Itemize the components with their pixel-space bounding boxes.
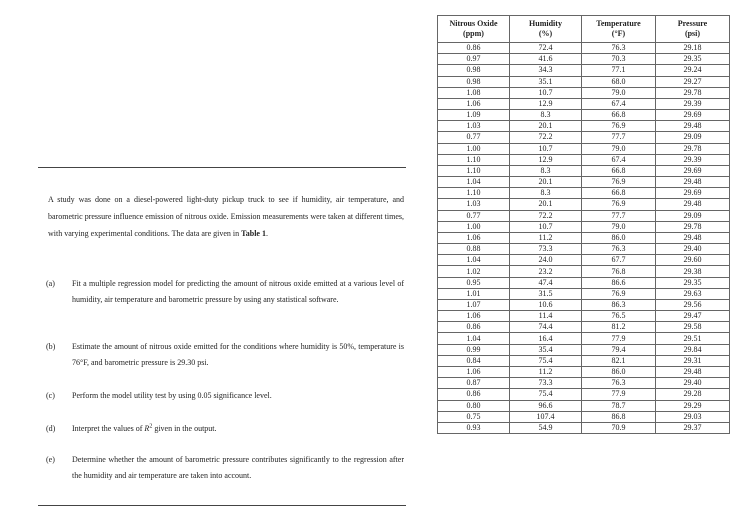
nitrous-oxide-cell: 1.02: [438, 266, 510, 277]
humidity-cell: 31.5: [510, 288, 582, 299]
table-row: [438, 76, 730, 87]
pressure-cell: 29.48: [656, 232, 730, 243]
table-row: [438, 244, 730, 255]
pressure-cell: 29.78: [656, 143, 730, 154]
pressure-cell: 29.40: [656, 378, 730, 389]
humidity-cell: 54.9: [510, 422, 582, 433]
temperature-cell: 77.1: [582, 65, 656, 76]
nitrous-oxide-cell: 1.08: [438, 87, 510, 98]
pressure-cell: 29.47: [656, 311, 730, 322]
humidity-cell: 75.4: [510, 389, 582, 400]
humidity-cell: 10.7: [510, 221, 582, 232]
temperature-cell: 68.0: [582, 76, 656, 87]
temperature-cell: 77.9: [582, 333, 656, 344]
humidity-cell: 35.1: [510, 76, 582, 87]
question-e: [46, 452, 404, 484]
nitrous-oxide-cell: 1.00: [438, 221, 510, 232]
nitrous-oxide-cell: 1.10: [438, 188, 510, 199]
nitrous-oxide-cell: 1.04: [438, 255, 510, 266]
question-label: (c): [46, 391, 55, 400]
temperature-cell: 79.4: [582, 344, 656, 355]
pressure-cell: 29.18: [656, 43, 730, 54]
question-d: [46, 421, 404, 437]
nitrous-oxide-cell: 1.06: [438, 311, 510, 322]
temperature-cell: 76.9: [582, 177, 656, 188]
question-text: Perform the model utility test by using 0.05 significance level.: [72, 391, 272, 400]
table-reference: Table 1: [241, 229, 266, 238]
table-row: [438, 121, 730, 132]
temperature-cell: 70.3: [582, 54, 656, 65]
question-text: Interpret the values of $R^2$ given in the output.: [72, 423, 217, 433]
table-header-row: [438, 16, 730, 43]
nitrous-oxide-cell: 1.04: [438, 333, 510, 344]
humidity-cell: 20.1: [510, 177, 582, 188]
question-c: [46, 388, 404, 404]
temperature-cell: 86.0: [582, 232, 656, 243]
table-row: [438, 232, 730, 243]
temperature-cell: 70.9: [582, 422, 656, 433]
pressure-cell: 29.24: [656, 65, 730, 76]
pressure-cell: 29.37: [656, 422, 730, 433]
temperature-cell: 77.7: [582, 210, 656, 221]
temperature-cell: 77.7: [582, 132, 656, 143]
temperature-cell: 66.8: [582, 165, 656, 176]
pressure-cell: 29.40: [656, 244, 730, 255]
humidity-cell: 73.3: [510, 244, 582, 255]
table-row: [438, 199, 730, 210]
table-row: [438, 110, 730, 121]
pressure-cell: 29.35: [656, 54, 730, 65]
nitrous-oxide-cell: 1.01: [438, 288, 510, 299]
temperature-cell: 67.7: [582, 255, 656, 266]
pressure-cell: 29.28: [656, 389, 730, 400]
table-row: [438, 266, 730, 277]
table-row: [438, 288, 730, 299]
intro-paragraph: A study was done on a diesel-powered light-duty pickup truck to see if humidity, air temperature, and barometric pressure influence emission of nitrous oxide. Emission measurements were taken at different times, with varying experimental conditions. The data are given in Table 1.: [48, 195, 404, 238]
temperature-cell: 66.8: [582, 188, 656, 199]
temperature-cell: 76.9: [582, 288, 656, 299]
temperature-cell: 67.4: [582, 98, 656, 109]
nitrous-oxide-cell: 0.86: [438, 322, 510, 333]
temperature-cell: 78.7: [582, 400, 656, 411]
nitrous-oxide-cell: 1.09: [438, 110, 510, 121]
pressure-cell: 29.39: [656, 154, 730, 165]
humidity-cell: 11.4: [510, 311, 582, 322]
humidity-cell: 11.2: [510, 232, 582, 243]
temperature-cell: 79.0: [582, 221, 656, 232]
table-row: [438, 43, 730, 54]
temperature-cell: 76.3: [582, 244, 656, 255]
table-row: [438, 422, 730, 433]
table-row: [438, 188, 730, 199]
temperature-cell: 67.4: [582, 154, 656, 165]
nitrous-oxide-cell: 0.86: [438, 389, 510, 400]
nitrous-oxide-cell: 0.98: [438, 76, 510, 87]
header-pressure: Pressure (psi): [656, 16, 730, 43]
question-text: Estimate the amount of nitrous oxide emitted for the conditions where humidity is 50%, temperature is 76°F, and barometric pressure is 29.30 psi.: [72, 342, 404, 367]
nitrous-oxide-cell: 0.88: [438, 244, 510, 255]
temperature-cell: 76.3: [582, 378, 656, 389]
temperature-cell: 86.8: [582, 411, 656, 422]
nitrous-oxide-cell: 0.75: [438, 411, 510, 422]
table-row: [438, 378, 730, 389]
table-row: [438, 299, 730, 310]
nitrous-oxide-cell: 1.03: [438, 199, 510, 210]
table-row: [438, 322, 730, 333]
nitrous-oxide-cell: 0.87: [438, 378, 510, 389]
humidity-cell: 72.2: [510, 132, 582, 143]
header-temperature: Temperature (°F): [582, 16, 656, 43]
temperature-cell: 77.9: [582, 389, 656, 400]
humidity-cell: 72.4: [510, 43, 582, 54]
table-row: [438, 333, 730, 344]
nitrous-oxide-cell: 0.93: [438, 422, 510, 433]
question-label: (e): [46, 455, 55, 464]
nitrous-oxide-cell: 1.04: [438, 177, 510, 188]
humidity-cell: 35.4: [510, 344, 582, 355]
question-label: (d): [46, 424, 56, 433]
humidity-cell: 8.3: [510, 110, 582, 121]
humidity-cell: 96.6: [510, 400, 582, 411]
table-row: [438, 87, 730, 98]
nitrous-oxide-cell: 0.95: [438, 277, 510, 288]
pressure-cell: 29.78: [656, 221, 730, 232]
nitrous-oxide-cell: 1.07: [438, 299, 510, 310]
pressure-cell: 29.29: [656, 400, 730, 411]
pressure-cell: 29.63: [656, 288, 730, 299]
temperature-cell: 76.9: [582, 121, 656, 132]
temperature-cell: 79.0: [582, 143, 656, 154]
pressure-cell: 29.09: [656, 132, 730, 143]
table-row: [438, 143, 730, 154]
humidity-cell: 24.0: [510, 255, 582, 266]
humidity-cell: 72.2: [510, 210, 582, 221]
humidity-cell: 73.3: [510, 378, 582, 389]
table-row: [438, 65, 730, 76]
nitrous-oxide-cell: 1.03: [438, 121, 510, 132]
humidity-cell: 10.6: [510, 299, 582, 310]
pressure-cell: 29.78: [656, 87, 730, 98]
pressure-cell: 29.48: [656, 177, 730, 188]
table-row: [438, 400, 730, 411]
pressure-cell: 29.69: [656, 110, 730, 121]
nitrous-oxide-cell: 0.77: [438, 132, 510, 143]
humidity-cell: 41.6: [510, 54, 582, 65]
humidity-cell: 12.9: [510, 98, 582, 109]
temperature-cell: 86.3: [582, 299, 656, 310]
table-row: [438, 98, 730, 109]
temperature-cell: 76.8: [582, 266, 656, 277]
temperature-cell: 66.8: [582, 110, 656, 121]
pressure-cell: 29.84: [656, 344, 730, 355]
question-label: (a): [46, 279, 55, 288]
nitrous-oxide-cell: 0.80: [438, 400, 510, 411]
humidity-cell: 75.4: [510, 355, 582, 366]
humidity-cell: 47.4: [510, 277, 582, 288]
humidity-cell: 34.3: [510, 65, 582, 76]
question-text: Fit a multiple regression model for predicting the amount of nitrous oxide emitted at a various level of humidity, air temperature and barometric pressure by using any statistical software.: [72, 279, 404, 304]
table-row: [438, 344, 730, 355]
table-row: [438, 165, 730, 176]
nitrous-oxide-cell: 0.97: [438, 54, 510, 65]
humidity-cell: 11.2: [510, 366, 582, 377]
question-a: [46, 276, 404, 308]
nitrous-oxide-cell: 1.06: [438, 366, 510, 377]
humidity-cell: 10.7: [510, 143, 582, 154]
header-nitrous-oxide: Nitrous Oxide (ppm): [438, 16, 510, 43]
pressure-cell: 29.60: [656, 255, 730, 266]
temperature-cell: 76.5: [582, 311, 656, 322]
pressure-cell: 29.09: [656, 210, 730, 221]
table-row: [438, 177, 730, 188]
table-row: [438, 389, 730, 400]
top-divider: [38, 167, 406, 168]
table-row: [438, 255, 730, 266]
table-row: [438, 366, 730, 377]
humidity-cell: 20.1: [510, 199, 582, 210]
temperature-cell: 86.0: [582, 366, 656, 377]
table-row: [438, 210, 730, 221]
humidity-cell: 23.2: [510, 266, 582, 277]
pressure-cell: 29.58: [656, 322, 730, 333]
table-row: [438, 54, 730, 65]
pressure-cell: 29.35: [656, 277, 730, 288]
pressure-cell: 29.48: [656, 199, 730, 210]
humidity-cell: 12.9: [510, 154, 582, 165]
humidity-cell: 107.4: [510, 411, 582, 422]
nitrous-oxide-cell: 1.10: [438, 165, 510, 176]
table-row: [438, 277, 730, 288]
pressure-cell: 29.69: [656, 188, 730, 199]
humidity-cell: 8.3: [510, 188, 582, 199]
temperature-cell: 76.3: [582, 43, 656, 54]
table-row: [438, 154, 730, 165]
pressure-cell: 29.03: [656, 411, 730, 422]
temperature-cell: 76.9: [582, 199, 656, 210]
pressure-cell: 29.31: [656, 355, 730, 366]
temperature-cell: 86.6: [582, 277, 656, 288]
question-label: (b): [46, 342, 56, 351]
temperature-cell: 82.1: [582, 355, 656, 366]
pressure-cell: 29.27: [656, 76, 730, 87]
pressure-cell: 29.48: [656, 366, 730, 377]
table-row: [438, 311, 730, 322]
nitrous-oxide-cell: 0.77: [438, 210, 510, 221]
question-b: [46, 339, 404, 371]
nitrous-oxide-cell: 0.84: [438, 355, 510, 366]
nitrous-oxide-cell: 1.06: [438, 232, 510, 243]
pressure-cell: 29.48: [656, 121, 730, 132]
pressure-cell: 29.39: [656, 98, 730, 109]
humidity-cell: 8.3: [510, 165, 582, 176]
bottom-divider: [38, 505, 406, 506]
nitrous-oxide-cell: 1.00: [438, 143, 510, 154]
pressure-cell: 29.56: [656, 299, 730, 310]
table-row: [438, 221, 730, 232]
humidity-cell: 10.7: [510, 87, 582, 98]
temperature-cell: 81.2: [582, 322, 656, 333]
table-row: [438, 132, 730, 143]
nitrous-oxide-cell: 1.10: [438, 154, 510, 165]
humidity-cell: 16.4: [510, 333, 582, 344]
pressure-cell: 29.51: [656, 333, 730, 344]
pressure-cell: 29.69: [656, 165, 730, 176]
humidity-cell: 74.4: [510, 322, 582, 333]
pressure-cell: 29.38: [656, 266, 730, 277]
data-table: [437, 15, 730, 434]
header-humidity: Humidity (%): [510, 16, 582, 43]
humidity-cell: 20.1: [510, 121, 582, 132]
nitrous-oxide-cell: 0.99: [438, 344, 510, 355]
table-row: [438, 355, 730, 366]
nitrous-oxide-cell: 0.86: [438, 43, 510, 54]
nitrous-oxide-cell: 0.98: [438, 65, 510, 76]
table-row: [438, 411, 730, 422]
question-text: Determine whether the amount of barometric pressure contributes significantly to the regression after the humidity and air temperature are taken into account.: [72, 455, 404, 480]
nitrous-oxide-cell: 1.06: [438, 98, 510, 109]
temperature-cell: 79.0: [582, 87, 656, 98]
